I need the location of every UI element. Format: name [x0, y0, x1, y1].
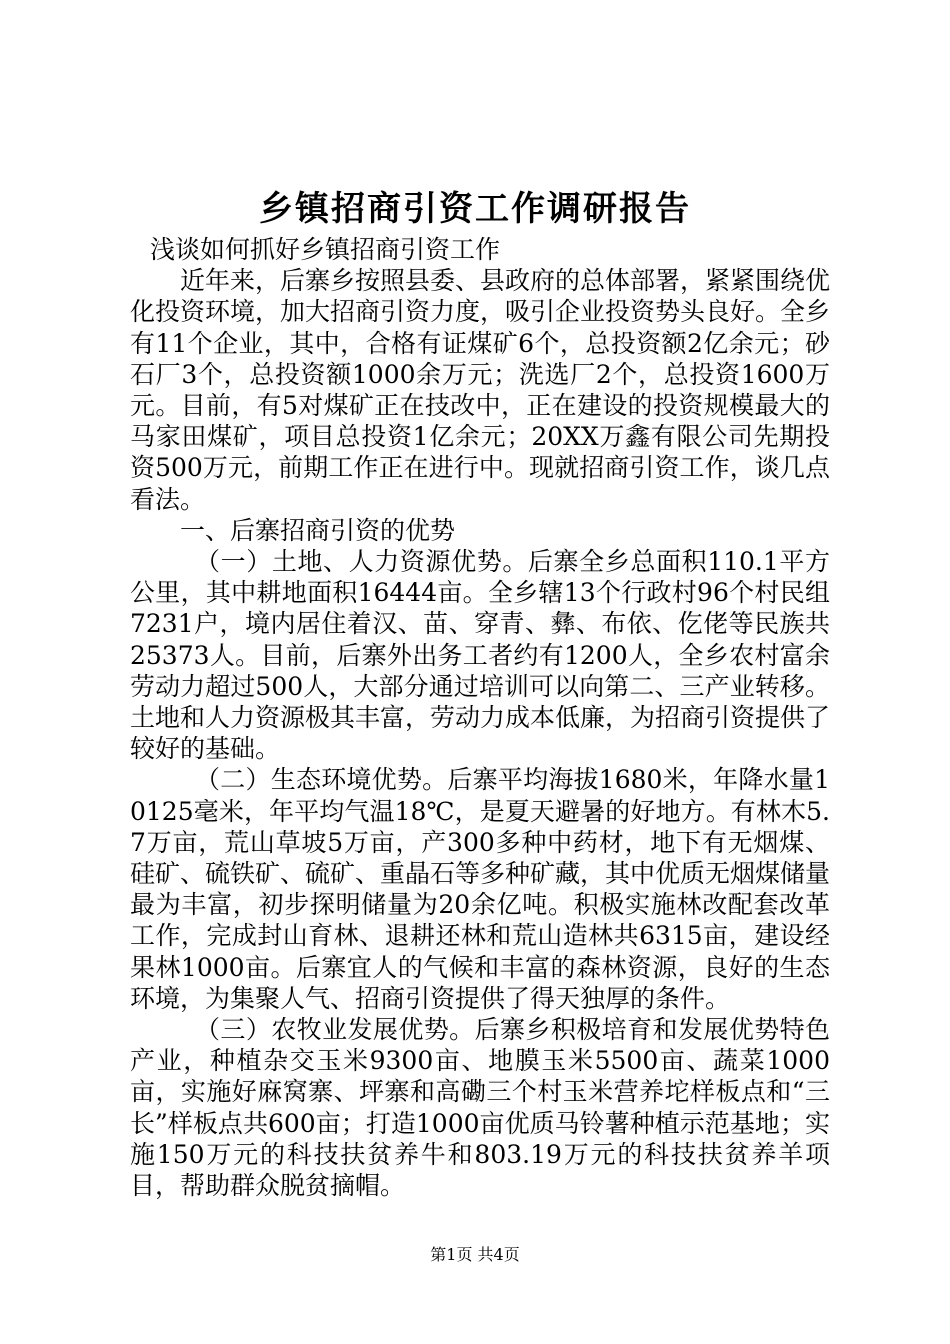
page-footer: 第1页 共4页 [430, 1245, 520, 1264]
ecology-paragraph: （二）生态环境优势。后寨平均海拔1680米，年降水量10125毫米，年平均气温18℃，是夏天避暑的好地方。有林木5.7万亩，荒山草坡5万亩，产300多种中药材，地下有无烟煤、硅矿、硫铁矿、硫矿、重晶石等多种矿藏，其中优质无烟煤储量最为丰富，初步探明储量为20余亿吨。积极实施林改配套改革工作，完成封山育林、退耕还林和荒山造林共6315亩，建设经果林1000亩。后寨宜人的气候和丰富的森林资源，良好的生态环境，为集聚人气、招商引资提供了得天独厚的条件。 [130, 765, 831, 1013]
document-subtitle: 浅谈如何抓好乡镇招商引资工作 [150, 235, 501, 264]
document-body [130, 234, 830, 1201]
land-resource-paragraph: （一）土地、人力资源优势。后寨全乡总面积110.1平方公里，其中耕地面积16444亩。全乡辖13个行政村96个村民组7231户，境内居住着汉、苗、穿青、彝、布依、仡佬等民族共25373人。目前，后寨外出务工者约有1200人，全乡农村富余劳动力超过500人，大部分通过培训可以向第二、三产业转移。土地和人力资源极其丰富，劳动力成本低廉，为招商引资提供了较好的基础。 [130, 547, 831, 764]
document-title: 乡镇招商引资工作调研报告 [259, 189, 691, 229]
agriculture-paragraph: （三）农牧业发展优势。后寨乡积极培育和发展优势特色产业，种植杂交玉米9300亩、地膜玉米5500亩、蔬菜1000亩，实施好麻窝寨、坪寨和高磡三个村玉米营养坨样板点和“三长”样板点共600亩；打造1000亩优质马铃薯种植示范基地；实施150万元的科技扶贫养牛和803.19万元的科技扶贫养羊项目，帮助群众脱贫摘帽。 [130, 1015, 830, 1201]
intro-paragraph: 近年来，后寨乡按照县委、县政府的总体部署，紧紧围绕优化投资环境，加大招商引资力度，吸引企业投资势头良好。全乡有11个企业，其中，合格有证煤矿6个，总投资额2亿余元；砂石厂3个，总投资额1000余万元；洗选厂2个，总投资1600万元。目前，有5对煤矿正在技改中，正在建设的投资规模最大的马家田煤矿，项目总投资1亿余元；20XX万鑫有限公司先期投资500万元，前期工作正在进行中。现就招商引资工作，谈几点看法。 [130, 266, 831, 514]
section-heading: 一、后寨招商引资的优势 [180, 515, 456, 545]
